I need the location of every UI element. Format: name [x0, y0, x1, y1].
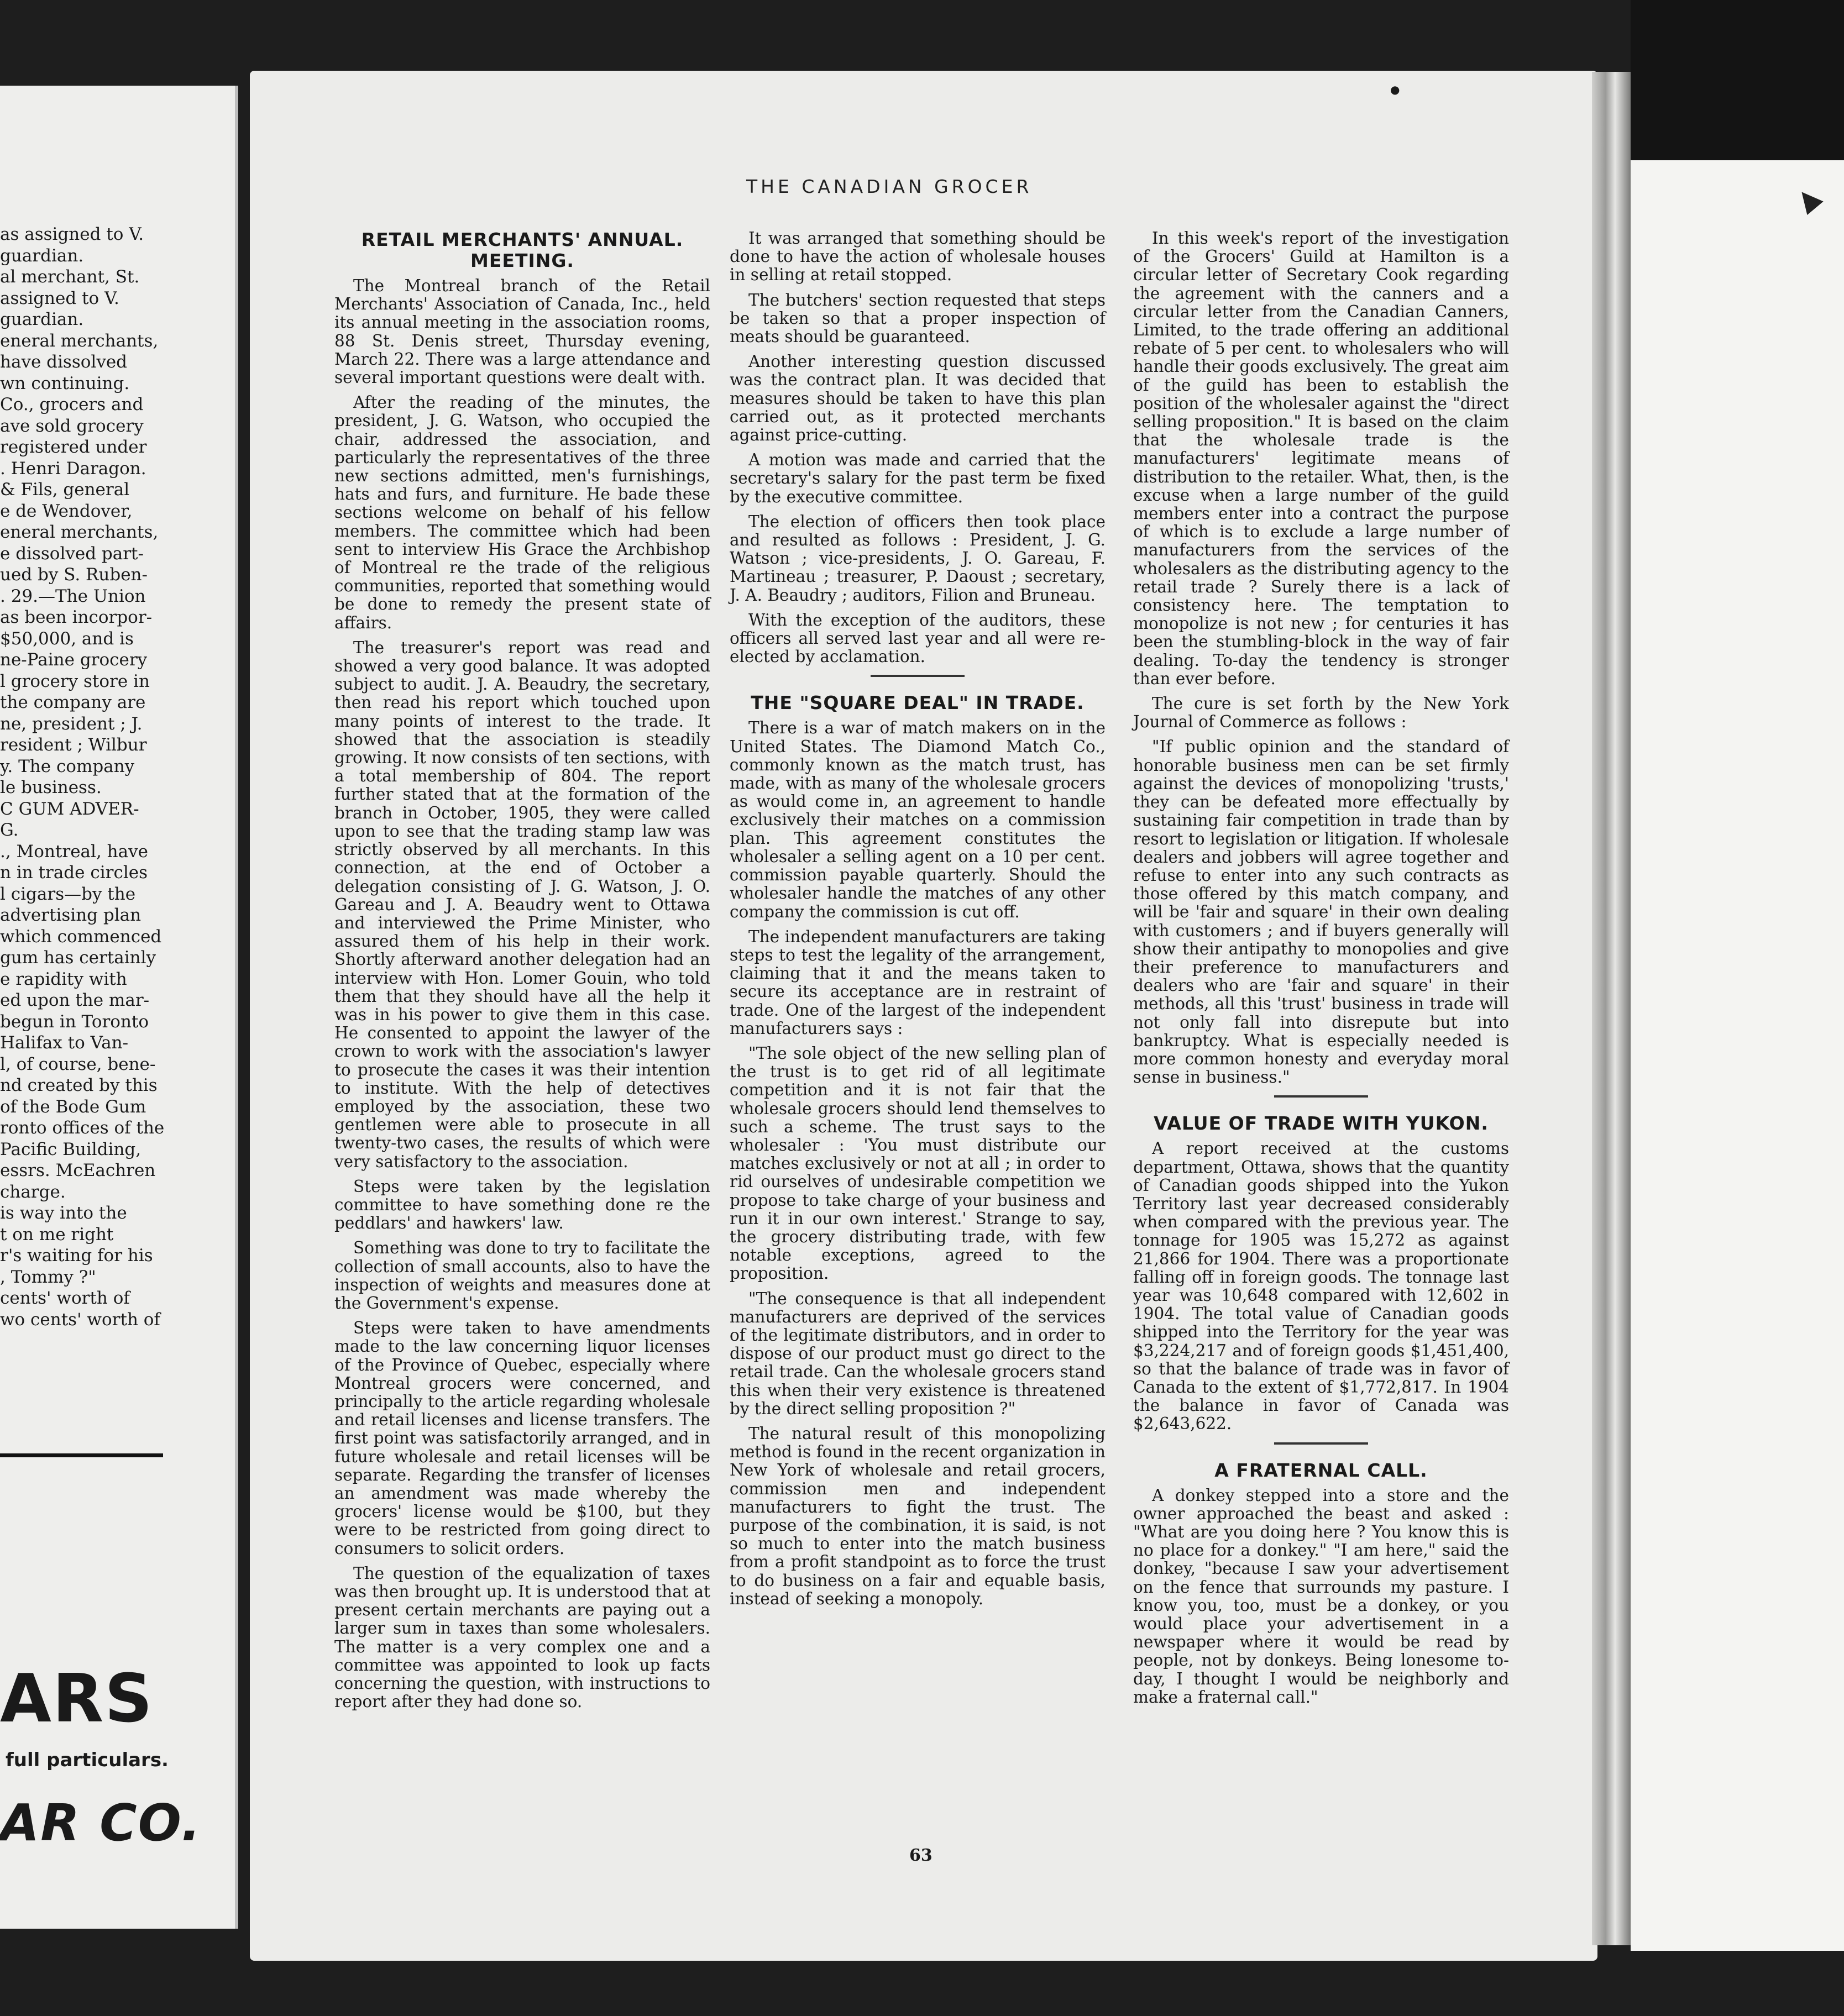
previous-page-line: charge.: [0, 1182, 66, 1202]
previous-page-line: eneral merchants,: [0, 330, 159, 351]
paragraph: Another interesting question discussed was the contract plan. It was decided that measures should be taken to have this plan carried out, as it protected merchants against price-cutting.: [730, 352, 1106, 445]
previous-page-line: the company are: [0, 692, 146, 712]
previous-page-line: . Henri Daragon.: [0, 458, 146, 479]
previous-page-line: have dissolved: [0, 352, 128, 372]
paragraph: "If public opinion and the standard of honorable business men can be set firmly against the devices of monopolizing 'trusts,' they can be defeated more effectually by sustaining fair competition in trade than by resort to legislation or litigation. If wholesale dealers and jobbers will agree together and refuse to enter into any such contracts as those offered by this match company, and will be 'fair and square' in their own dealing with customers ; and if buyers generally will show their antipathy to monopolies and give their preference to manufacturers and dealers who are 'fair and square' in their methods, all this 'trust' business in trade will not only fall into disrepute but into bankruptcy. What is especially needed is more common honesty and everyday moral sense in business.": [1133, 737, 1509, 1087]
previous-page-line: l grocery store in: [0, 671, 150, 691]
previous-page-line: $50,000, and is: [0, 628, 134, 649]
paragraph: A motion was made and carried that the secretary's salary for the past term be fixed by the executive committee.: [730, 450, 1106, 506]
ad-subline: full particulars.: [6, 1749, 169, 1771]
previous-page-text: [0, 224, 235, 1330]
paragraph: The election of officers then took place and resulted as follows : President, J. G. Watson ; vice-presidents, J. O. Gareau, F. Martineau ; treasurer, P. Daoust ; secretary, J. A. Beaudry ; auditors, Filion and Bruneau.: [730, 512, 1106, 605]
previous-page-line: n in trade circles: [0, 863, 148, 883]
article-title: RETAIL MERCHANTS' ANNUAL. MEETING.: [361, 229, 684, 271]
paragraph: The butchers' section requested that steps be taken so that a proper inspection of meats should be guaranteed.: [730, 290, 1106, 347]
ad-company: AR CO.: [0, 1793, 202, 1852]
page-number: 63: [909, 1846, 933, 1865]
previous-page-line: ., Montreal, have: [0, 841, 148, 862]
previous-page-line: gum has certainly: [0, 948, 156, 968]
previous-page-line: Co., grocers and: [0, 395, 144, 414]
previous-page-line: & Fils, general: [0, 480, 130, 500]
paragraph: After the reading of the minutes, the president, J. G. Watson, who occupied the chair, addressed the association, and particularly the representatives of the three new sections admitted, men's furnishings, hats and furs, and furniture. He bade these sections welcome on behalf of his fellow members. The committee which had been sent to interview His Grace the Archbishop of Montreal re the trade of the religious communities, reported that something would be done to remedy the present state of affairs.: [334, 393, 710, 632]
previous-page-line: essrs. McEachren: [0, 1161, 156, 1180]
paragraph: The treasurer's report was read and showed a very good balance. It was adopted subject to audit. J. A. Beaudry, the secretary, then read his report which touched upon many points of interest to the trade. It showed that the association is steadily growing. It now consists of ten sections, with a total membership of 804. The report further stated that at the formation of the branch in October, 1905, they were called upon to see that the trading stamp law was strictly observed by all merchants. In this connection, at the end of October a delegation consisting of J. G. Watson, J. O. Gareau and J. A. Beaudry went to Ottawa and interviewed the Prime Minister, who assured them of his help in their work. Shortly afterward another delegation had an interview with Hon. Lomer Gouin, who told them that they should have all the help it was in his power to give them in this case. He consented to appoint the lawyer of the crown to work with the association's lawyer to prosecute the cases it was their intention to institute. With the help of detectives employed by the association, these two gentlemen were able to prosecute in all twenty-two cases, the results of which were very satisfactory to the association.: [334, 638, 710, 1171]
previous-page-line: as assigned to V.: [0, 224, 144, 244]
section-rule: [1274, 1095, 1368, 1098]
previous-page-line: t on me right: [0, 1224, 114, 1245]
previous-page-line: r's waiting for his: [0, 1246, 153, 1266]
paragraph: The question of the equalization of taxes was then brought up. It is understood that at present certain merchants are paying out a larger sum in taxes than some wholesalers. The matter is a very complex one and a committee was appointed to look up facts concerning the question, with instructions to report after they had done so.: [334, 1563, 710, 1712]
previous-page-line: . 29.—The Union: [0, 586, 146, 606]
ad-headline: ARS: [0, 1661, 154, 1737]
previous-page-line: ave sold grocery: [0, 416, 144, 436]
previous-page-line: ne, president ; J.: [0, 713, 143, 734]
book-spine: [1592, 72, 1631, 1945]
previous-page-line: wo cents' worth of: [0, 1309, 160, 1330]
previous-page-line: cents' worth of: [0, 1288, 130, 1308]
previous-page-line: Pacific Building,: [0, 1139, 142, 1159]
previous-page-line: , Tommy ?": [0, 1267, 96, 1287]
paragraph: The independent manufacturers are taking steps to test the legality of the arrangement, claiming that it and the means taken to secure its acceptance are in restraint of trade. One of the largest of the independent manufacturers says :: [730, 927, 1106, 1038]
section-rule: [1274, 1442, 1368, 1445]
previous-page-line: Halifax to Van-: [0, 1033, 129, 1053]
paragraph: A report received at the customs department, Ottawa, shows that the quantity of Canadian goods shipped into the Yukon Territory last year decreased considerably when compared with the previous year. The tonnage for 1905 was 15,272 as against 21,866 for 1904. There was a proportionate falling off in foreign goods. The tonnage last year was 10,648 compared with 12,602 in 1904. The total value of Canadian goods shipped into the Territory for the year was $3,224,217 and of foreign goods $1,451,400, so that the balance of trade was in favor of Canada to the extent of $1,772,817. In 1904 the balance in favor of Canada was $2,643,622.: [1133, 1139, 1509, 1434]
previous-page-line: begun in Toronto: [0, 1011, 149, 1032]
previous-page-line: ed upon the mar-: [0, 990, 150, 1010]
previous-page: [0, 86, 238, 1929]
previous-page-line: advertising plan: [0, 905, 142, 925]
page-mark: ●: [1390, 83, 1400, 96]
previous-page-line: al merchant, St.: [0, 267, 140, 287]
running-head: THE CANADIAN GROCER: [746, 176, 1033, 197]
paragraph: Steps were taken to have amendments made to the law concerning liquor licenses of the Province of Quebec, especially where Montreal grocers were concerned, and principally to the article regarding wholesale and retail licenses and license transfers. The first point was satisfactorily arranged, and in future wholesale and retail licenses will be separate. Regarding the transfer of licenses an amendment was made whereby the grocers' license would be $100, but they were to be restricted from going direct to consumers to solicit orders.: [334, 1319, 710, 1558]
previous-page-line: resident ; Wilbur: [0, 735, 147, 755]
paragraph: It was arranged that something should be done to have the action of wholesale houses in selling at retail stopped.: [730, 229, 1106, 285]
previous-page-line: e dissolved part-: [0, 543, 144, 564]
previous-page-line: guardian.: [0, 309, 84, 329]
section-rule: [871, 675, 965, 677]
article-title: VALUE OF TRADE WITH YUKON.: [1154, 1112, 1489, 1135]
column-2: [730, 229, 1106, 1615]
paragraph: Steps were taken by the legislation committee to have something done re the peddlars' and hawkers' law.: [334, 1177, 710, 1233]
paragraph: With the exception of the auditors, these officers all served last year and all were re-elected by acclamation.: [730, 610, 1106, 666]
previous-page-line: assigned to V.: [0, 288, 119, 308]
paragraph: "The sole object of the new selling plan of the trust is to get rid of all legitimate competition and it is not fair that the wholesale grocers should lend themselves to such a scheme. The trust says to the wholesaler : 'You must distribute our matches exclusively or not at all ; in order to rid ourselves of undesirable competition we propose to take charge of your business and run it in our own interest.' Strange to say, the grocery distributing trade, with few notable exceptions, agreed to the proposition.: [730, 1043, 1106, 1283]
paragraph: The natural result of this monopolizing method is found in the recent organization in New York of wholesale and retail grocers, commission men and independent manufacturers to fight the trust. The purpose of the combination, it is said, is not so much to enter into the match business from a profit standpoint as to force the trust to do business on a fair and equable basis, instead of seeking a monopoly.: [730, 1424, 1106, 1608]
previous-page-line: G.: [0, 820, 19, 840]
previous-page-line: e de Wendover,: [0, 501, 133, 521]
previous-page-line: le business.: [0, 778, 102, 797]
column-rule: [0, 1453, 163, 1457]
paragraph: A donkey stepped into a store and the owner approached the beast and asked : "What are you doing here ? You know this is no place for a donkey." "I am here," said the donkey, "because I saw your advertisement on the fence that surrounds my pasture. I know you, too, must be a donkey, or you would place your advertisement in a newspaper where it would be read by people, not by donkeys. Being lonesome to-day, I thought I would be neighborly and make a fraternal call.": [1133, 1485, 1509, 1707]
cursor-arrow-icon: ▲: [1788, 179, 1826, 218]
previous-page-line: is way into the: [0, 1203, 127, 1223]
previous-page-line: C GUM ADVER-: [0, 799, 139, 819]
paragraph: "The consequence is that all independent manufacturers are deprived of the services of the legitimate distributors, and in order to dispose of our product must go direct to the retail trade. Can the wholesale grocers stand this when their very existence is threatened by the direct selling proposition ?": [730, 1289, 1106, 1418]
previous-page-line: ued by S. Ruben-: [0, 565, 148, 585]
previous-page-line: of the Bode Gum: [0, 1096, 146, 1117]
previous-page-line: y. The company: [0, 756, 135, 776]
column-3: [1133, 229, 1509, 1713]
previous-page-line: ronto offices of the: [0, 1118, 165, 1138]
article-title: THE "SQUARE DEAL" IN TRADE.: [751, 692, 1085, 714]
previous-page-line: eneral merchants,: [0, 522, 159, 542]
paragraph: There is a war of match makers on in the United States. The Diamond Match Co., commonly known as the match trust, has made, with as many of the wholesale grocers as would come in, an agreement to handle exclusively their matches on a commission plan. This agreement constitutes the wholesaler a selling agent on a 10 per cent. commission payable quarterly. Should the wholesaler handle the matches of any other company the commission is cut off.: [730, 718, 1106, 921]
article-title: A FRATERNAL CALL.: [1214, 1459, 1428, 1481]
paragraph: The Montreal branch of the Retail Merchants' Association of Canada, Inc., held its annual meeting in the association rooms, 88 St. Denis street, Thursday evening, March 22. There was a large attendance and several important questions were dealt with.: [334, 276, 710, 387]
previous-page-line: guardian.: [0, 245, 84, 266]
previous-page-line: l, of course, bene-: [0, 1054, 156, 1074]
paragraph: The cure is set forth by the New York Journal of Commerce as follows :: [1133, 694, 1509, 732]
next-page-edge: [1631, 160, 1844, 1951]
column-1: [334, 229, 710, 1718]
paragraph: Something was done to try to facilitate the collection of small accounts, also to have the inspection of weights and measures done at the Government's expense.: [334, 1238, 710, 1313]
previous-page-line: which commenced: [0, 926, 162, 947]
previous-page-line: as been incorpor-: [0, 607, 153, 627]
previous-page-line: wn continuing.: [0, 373, 130, 393]
previous-page-line: registered under: [0, 437, 147, 457]
previous-page-line: ne-Paine grocery: [0, 650, 148, 670]
previous-page-line: e rapidity with: [0, 969, 127, 989]
previous-page-line: l cigars—by the: [0, 884, 136, 904]
background-edge: [1631, 0, 1844, 160]
paragraph: In this week's report of the investigation of the Grocers' Guild at Hamilton is a circular letter of Secretary Cook regarding the agreement with the canners and a circular letter from the Canadian Canners, Limited, to the trade offering an additional rebate of 5 per cent. to wholesalers who will handle their goods exclusively. The great aim of the guild has been to establish the position of the wholesaler against the "direct selling proposition." It is based on the claim that the wholesale trade is the manufacturers' legitimate means of distribution to the retailer. What, then, is the excuse when a large number of the guild members enter into a contract the purpose of which is to exclude a large number of manufacturers from the services of the wholesalers as the distributing agency to the retail trade ? Surely there is a lack of consistency here. The temptation to monopolize is not new ; for centuries it has been the stumbling-block in the way of fair dealing. To-day the tendency is stronger than ever before.: [1133, 229, 1509, 688]
previous-page-line: nd created by this: [0, 1075, 158, 1095]
